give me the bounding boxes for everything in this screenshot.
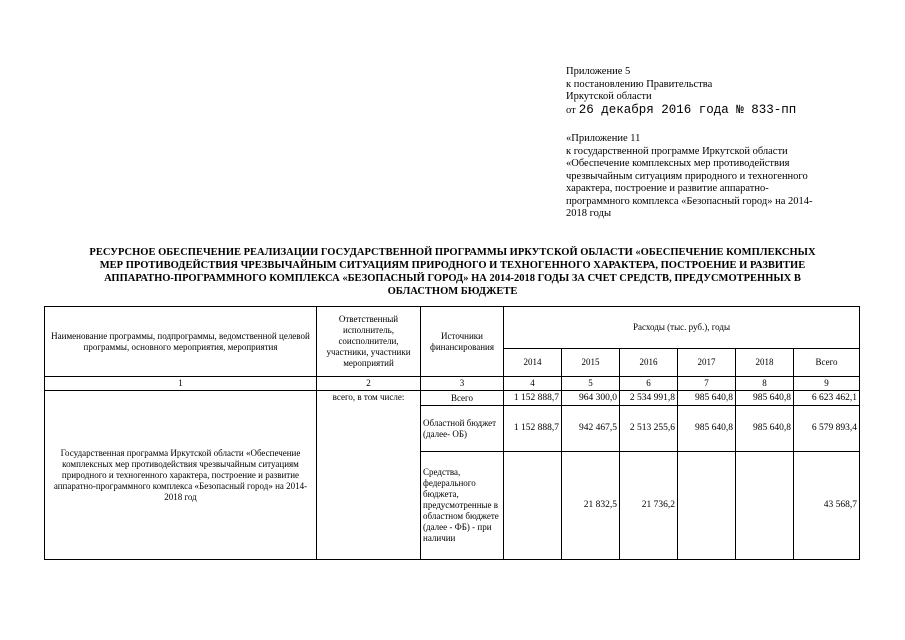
value-cell bbox=[736, 452, 794, 560]
value-cell: 985 640,8 bbox=[736, 406, 794, 452]
column-number: 4 bbox=[504, 377, 562, 391]
value-cell: 21 736,2 bbox=[620, 452, 678, 560]
column-number: 7 bbox=[678, 377, 736, 391]
column-number: 9 bbox=[794, 377, 860, 391]
value-cell: 985 640,8 bbox=[736, 391, 794, 406]
header-name: Наименование программы, подпрограммы, ведомственной целевой программы, основного мероприятия, мероприятия bbox=[45, 307, 317, 377]
program-ref-line: 2018 годы bbox=[566, 208, 612, 219]
program-ref-line: чрезвычайным ситуациям природного и техногенного bbox=[566, 170, 808, 182]
header-expenses: Расходы (тыс. руб.), годы bbox=[504, 307, 860, 349]
program-ref-line: «Обеспечение комплексных мер противодействия bbox=[566, 158, 790, 169]
value-cell: 964 300,0 bbox=[562, 391, 620, 406]
document-title bbox=[40, 246, 865, 298]
source-cell: Всего bbox=[421, 391, 504, 406]
year-cell: 2015 bbox=[562, 349, 620, 377]
region-label: Иркутской области bbox=[566, 91, 652, 102]
date-handwritten: 26 декабря 2016 года № 833-пп bbox=[578, 102, 797, 117]
year-cell: 2014 bbox=[504, 349, 562, 377]
program-appendix-label: «Приложение 11 bbox=[566, 133, 641, 144]
value-cell: 1 152 888,7 bbox=[504, 391, 562, 406]
value-cell: 985 640,8 bbox=[678, 406, 736, 452]
title-line: МЕР ПРОТИВОДЕЙСТВИЯ ЧРЕЗВЫЧАЙНЫМ СИТУАЦИЯМ ПРИРОДНОГО И ТЕХНОГЕННОГО ХАРАКТЕРА, ПОСТРОЕНИЕ И РАЗВИТИЕ bbox=[99, 260, 806, 271]
responsible-cell: всего, в том числе: bbox=[317, 391, 421, 560]
column-number: 5 bbox=[562, 377, 620, 391]
table-row bbox=[45, 391, 860, 406]
value-total-cell: 43 568,7 bbox=[794, 452, 860, 560]
header-sources: Источники финансирования bbox=[421, 307, 504, 377]
column-number: 6 bbox=[620, 377, 678, 391]
value-total-cell: 6 579 893,4 bbox=[794, 406, 860, 452]
value-cell: 942 467,5 bbox=[562, 406, 620, 452]
value-total-cell: 6 623 462,1 bbox=[794, 391, 860, 406]
year-total-cell: Всего bbox=[794, 349, 860, 377]
value-cell: 985 640,8 bbox=[678, 391, 736, 406]
year-cell: 2016 bbox=[620, 349, 678, 377]
column-number: 8 bbox=[736, 377, 794, 391]
source-cell: Областной бюджет (далее- ОБ) bbox=[421, 406, 504, 452]
resolution-date bbox=[566, 104, 866, 118]
column-number: 2 bbox=[317, 377, 421, 391]
program-ref-line: программного комплекса «Безопасный город» на 2014- bbox=[566, 195, 813, 207]
value-cell bbox=[678, 452, 736, 560]
year-cell: 2018 bbox=[736, 349, 794, 377]
table-header-row bbox=[45, 307, 860, 349]
resource-table bbox=[44, 306, 860, 560]
resolution-label: к постановлению Правительства bbox=[566, 78, 713, 90]
appendix-label: Приложение 5 bbox=[566, 66, 631, 77]
value-cell bbox=[504, 452, 562, 560]
column-numbers-row bbox=[45, 377, 860, 391]
date-prefix: от bbox=[566, 104, 576, 116]
document-header bbox=[566, 66, 866, 221]
header-responsible: Ответственный исполнитель, соисполнители, участники, участники мероприятий bbox=[317, 307, 421, 377]
program-name-cell: Государственная программа Иркутской области «Обеспечение комплексных мер противодействия чрезвычайным ситуациям природного и техногенного характера, построение и развитие аппаратно-программного комплекса «Безопасный город» на 2014-2018 год bbox=[45, 391, 317, 560]
source-cell: Средства, федерального бюджета, предусмотренные в областном бюджете (далее - ФБ) - при наличии bbox=[421, 452, 504, 560]
title-line: РЕСУРСНОЕ ОБЕСПЕЧЕНИЕ РЕАЛИЗАЦИИ ГОСУДАРСТВЕННОЙ ПРОГРАММЫ ИРКУТСКОЙ ОБЛАСТИ «ОБЕСПЕЧЕНИЕ КОМПЛЕКСНЫХ bbox=[89, 247, 816, 258]
program-ref-line: характера, построение и развитие аппаратно- bbox=[566, 183, 769, 194]
year-cell: 2017 bbox=[678, 349, 736, 377]
value-cell: 21 832,5 bbox=[562, 452, 620, 560]
value-cell: 2 513 255,6 bbox=[620, 406, 678, 452]
value-cell: 2 534 991,8 bbox=[620, 391, 678, 406]
title-line: ОБЛАСТНОМ БЮДЖЕТЕ bbox=[387, 286, 518, 297]
value-cell: 1 152 888,7 bbox=[504, 406, 562, 452]
title-line: АППАРАТНО-ПРОГРАММНОГО КОМПЛЕКСА «БЕЗОПАСНЫЙ ГОРОД» НА 2014-2018 ГОДЫ ЗА СЧЕТ СРЕДСТВ, ПРЕДУСМОТРЕННЫХ В bbox=[104, 273, 801, 284]
program-ref-line: к государственной программе Иркутской области bbox=[566, 145, 788, 157]
column-number: 1 bbox=[45, 377, 317, 391]
column-number: 3 bbox=[421, 377, 504, 391]
